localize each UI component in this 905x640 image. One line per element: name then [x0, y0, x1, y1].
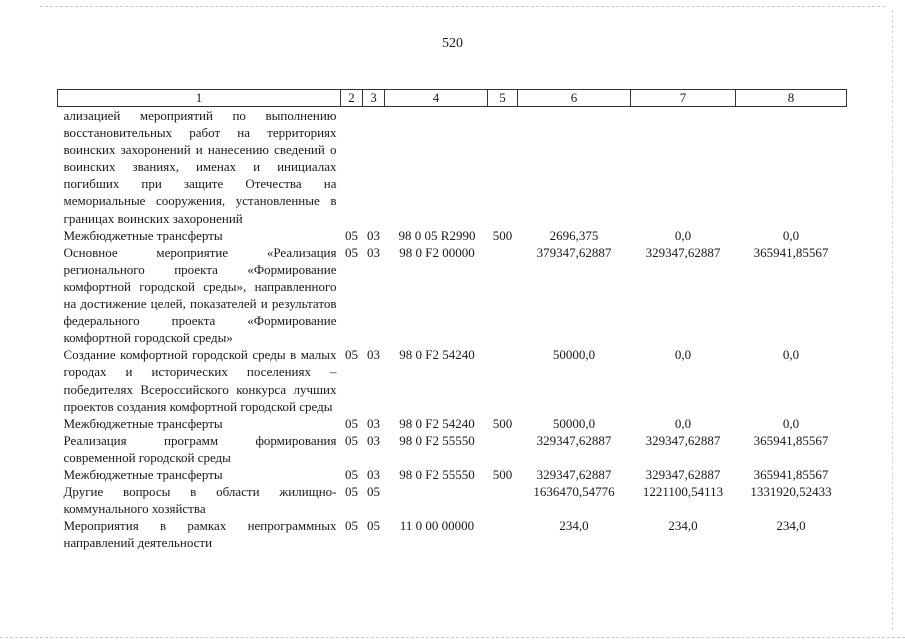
expense-type-code: [488, 483, 518, 517]
expense-type-code: [488, 244, 518, 347]
section-code: 05: [345, 432, 358, 448]
section-code: 05: [345, 484, 358, 500]
amount-col-8: [736, 107, 847, 227]
subsection-code: 03: [367, 227, 380, 243]
column-number-6: 6: [518, 90, 631, 107]
amount-col-8: 0,0: [782, 415, 800, 431]
target-article-code: 98 0 05 R2990: [398, 227, 476, 243]
amount-col-8: 365941,85567: [753, 432, 829, 448]
amount-col-7: 329347,62887: [645, 466, 721, 482]
amount-col-6: 329347,62887: [536, 466, 612, 482]
table-row: [58, 432, 847, 466]
target-article-code: [385, 107, 488, 227]
section-code: 05: [345, 466, 358, 482]
table-body: [58, 90, 847, 552]
table-row: [58, 107, 847, 227]
amount-col-8: 0,0: [782, 227, 800, 243]
amount-col-8: 365941,85567: [753, 244, 829, 260]
expense-type-code: [488, 107, 518, 227]
subsection-code: [363, 107, 385, 227]
column-number-8: 8: [736, 90, 847, 107]
amount-col-6: 50000,0: [552, 415, 596, 431]
table-row: [58, 415, 847, 432]
table-row: [58, 466, 847, 483]
target-article-code: 98 0 F2 55550: [399, 466, 475, 482]
column-number-2: 2: [341, 90, 363, 107]
expense-type-code: [488, 346, 518, 414]
table-row: [58, 517, 847, 551]
table-row: [58, 483, 847, 517]
target-article-code: 98 0 F2 54240: [399, 347, 475, 363]
amount-col-8: 0,0: [782, 347, 800, 363]
column-number-3: 3: [363, 90, 385, 107]
section-code: 05: [345, 518, 358, 534]
amount-col-8: 1331920,52433: [750, 484, 832, 500]
column-number-1: 1: [58, 90, 341, 107]
page-number: 520: [442, 36, 463, 51]
row-label: Создание комфортной городской среды в малых городах и исторических поселениях – победителях Всероссийского конкурса лучших проектов создания комфортной городской среды: [63, 347, 337, 414]
expense-type-code: 500: [492, 466, 513, 482]
scan-edge-right: [892, 10, 893, 630]
amount-col-6: 50000,0: [552, 347, 596, 363]
section-code: 05: [345, 227, 358, 243]
amount-col-6: 1636470,54776: [533, 484, 615, 500]
budget-table: [57, 89, 847, 551]
expense-type-code: [488, 517, 518, 551]
table-row: [58, 244, 847, 347]
amount-col-6: 329347,62887: [536, 432, 612, 448]
amount-col-7: 329347,62887: [645, 432, 721, 448]
amount-col-7: 0,0: [674, 415, 692, 431]
amount-col-7: 1221100,54113: [642, 484, 724, 500]
subsection-code: 03: [367, 347, 380, 363]
row-label: Межбюджетные трансферты: [63, 227, 223, 243]
column-number-5: 5: [488, 90, 518, 107]
section-code: [341, 107, 363, 227]
scan-edge-top: [40, 6, 885, 7]
row-label: Реализация программ формирования современной городской среды: [63, 432, 337, 465]
subsection-code: 03: [367, 432, 380, 448]
amount-col-6: 2696,375: [549, 227, 599, 243]
row-label: Межбюджетные трансферты: [63, 466, 223, 482]
subsection-code: 05: [367, 518, 380, 534]
column-number-7: 7: [631, 90, 736, 107]
row-label: ализацией мероприятий по выполнению восстановительных работ на территориях воинских захоронений и нанесению сведений о воинских званиях, именах и инициалах погибших при защите Отечества на мемориальные сооружения, установленные в границах воинских захоронений: [63, 108, 337, 226]
amount-col-7: 0,0: [674, 227, 692, 243]
column-number-4: 4: [385, 90, 488, 107]
section-code: 05: [345, 347, 358, 363]
row-label: Межбюджетные трансферты: [63, 415, 223, 431]
subsection-code: 03: [367, 244, 380, 260]
amount-col-7: 234,0: [668, 518, 698, 534]
row-label: Мероприятия в рамках непрограммных направлений деятельности: [63, 518, 337, 551]
amount-col-8: 234,0: [776, 518, 806, 534]
amount-col-6: [518, 107, 631, 227]
section-code: 05: [345, 415, 358, 431]
target-article-code: 98 0 F2 54240: [399, 415, 475, 431]
subsection-code: 03: [367, 466, 380, 482]
amount-col-8: 365941,85567: [753, 466, 829, 482]
expense-type-code: 500: [492, 227, 513, 243]
amount-col-6: 234,0: [559, 518, 589, 534]
amount-col-7: 329347,62887: [645, 244, 721, 260]
expense-type-code: [488, 432, 518, 466]
amount-col-7: 0,0: [674, 347, 692, 363]
row-label: Основное мероприятие «Реализация регионального проекта «Формирование комфортной городской среды», направленного на достижение целей, показателей и результатов федерального проекта «Формирование комфортной городской среды»: [63, 244, 337, 346]
target-article-code: [385, 483, 488, 517]
table-row: [58, 346, 847, 414]
column-number-row: [58, 90, 847, 107]
table-row: [58, 227, 847, 244]
target-article-code: 98 0 F2 55550: [399, 432, 475, 448]
subsection-code: 03: [367, 415, 380, 431]
subsection-code: 05: [367, 484, 380, 500]
amount-col-7: [631, 107, 736, 227]
row-label: Другие вопросы в области жилищно-коммунального хозяйства: [63, 484, 337, 517]
scan-edge-bottom: [0, 637, 905, 638]
target-article-code: 11 0 00 00000: [399, 518, 475, 534]
target-article-code: 98 0 F2 00000: [399, 244, 475, 260]
amount-col-6: 379347,62887: [536, 244, 612, 260]
expense-type-code: 500: [492, 415, 513, 431]
section-code: 05: [345, 244, 358, 260]
